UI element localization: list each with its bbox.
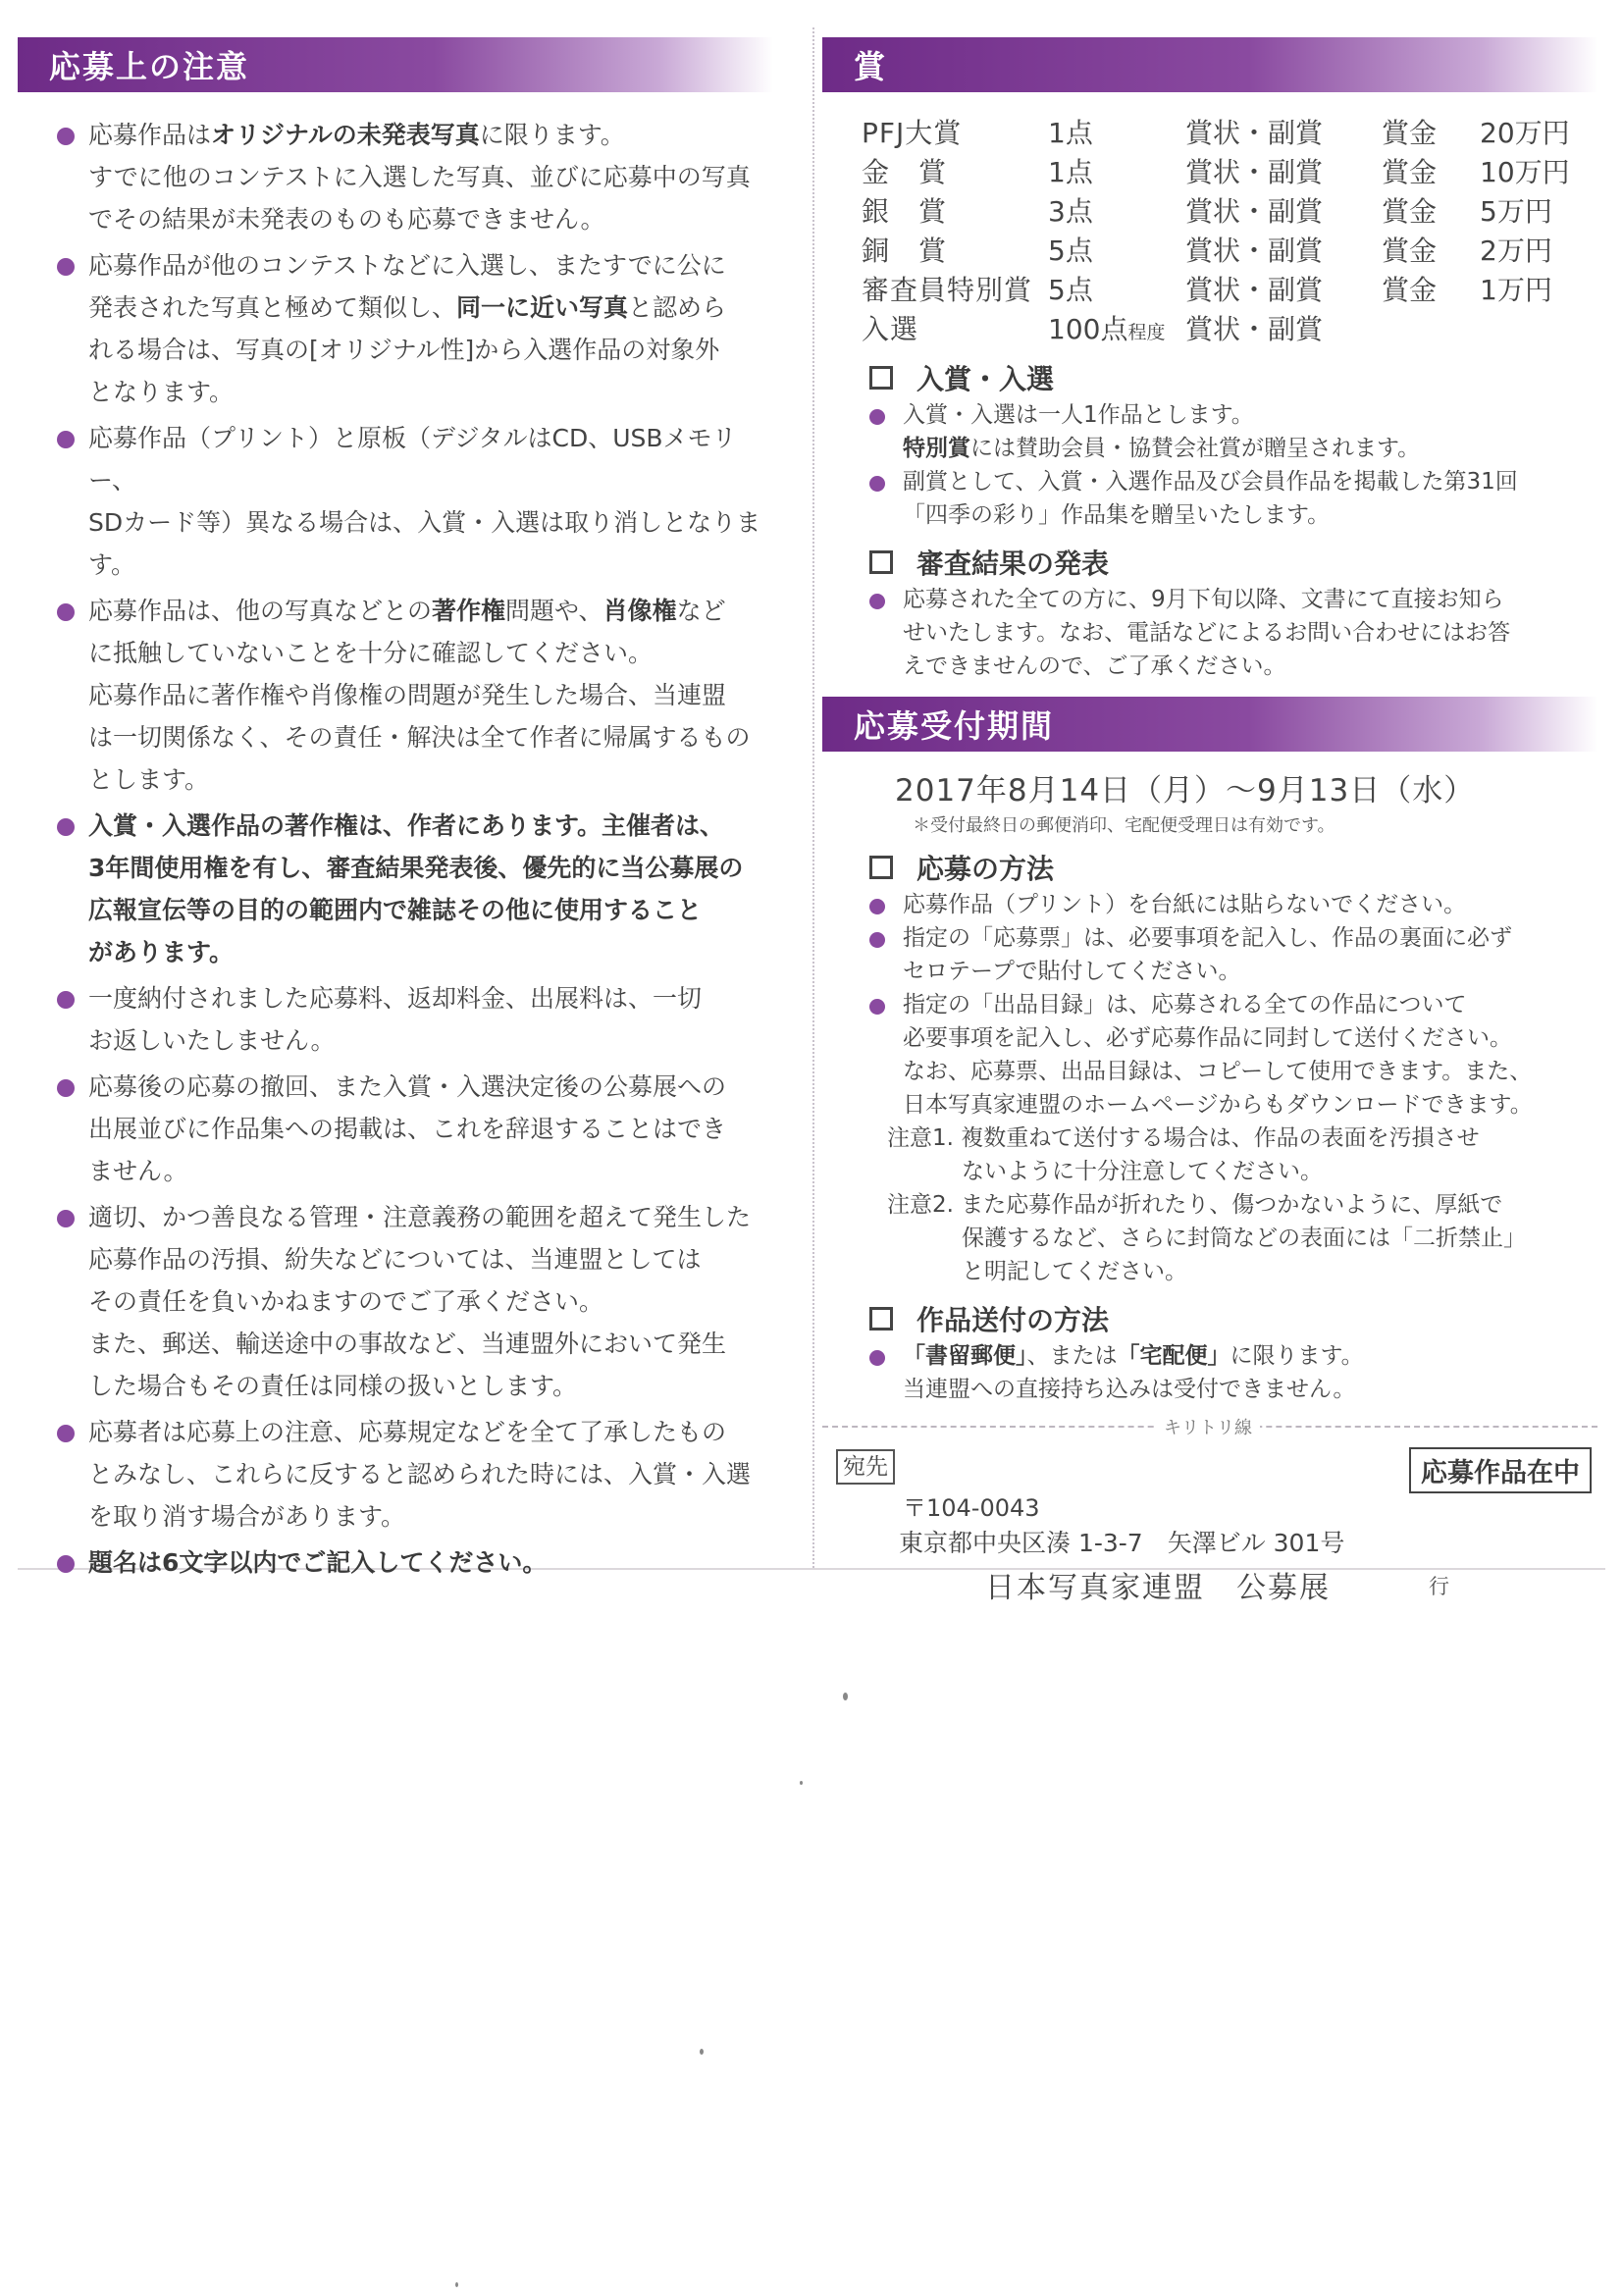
- notice-text: とします。: [88, 765, 210, 794]
- method-line: セロテープで貼付してください。: [903, 959, 1241, 984]
- award-name: [862, 112, 1048, 151]
- list-item: [869, 921, 1597, 988]
- notice-text: その責任を負いかねますのでご了承ください。: [88, 1287, 604, 1316]
- method-heading: [822, 847, 1597, 888]
- notice-text: すでに他のコンテストに入選した写真、並びに応募中の写真: [88, 163, 751, 191]
- award-money-label: [1382, 230, 1480, 269]
- shipping-line: 当連盟への直接持ち込みは受付できません。: [903, 1377, 1356, 1402]
- notice-line: [88, 805, 763, 847]
- notice-line: [88, 198, 763, 240]
- right-column: [822, 37, 1597, 1604]
- special-award-text: には賛助会員・協賛会社賞が贈呈されます。: [970, 436, 1421, 461]
- award-count: [1048, 308, 1185, 347]
- notice-text: 応募作品は、他の写真などとの: [88, 597, 433, 625]
- notice-line: [88, 329, 763, 371]
- emphasis-text: 広報宣伝等の目的の範囲内で雑誌その他に使用すること: [88, 896, 703, 924]
- award-money-label: [1382, 269, 1480, 308]
- award-prize: [1185, 112, 1382, 151]
- award-prize: [1185, 230, 1382, 269]
- scan-speck: [700, 2049, 704, 2055]
- nyusho-line: 入賞・入選は一人1作品とします。: [903, 402, 1254, 428]
- award-prize: [1185, 190, 1382, 230]
- notice-text: に抵触していないことを十分に確認してください。: [88, 639, 654, 667]
- awards-table: [822, 112, 1597, 347]
- notice-text: 適切、かつ善良なる管理・注意義務の範囲を超えて発生した: [88, 1203, 752, 1231]
- notice-text: SDカード等）異なる場合は、入賞・入選は取り消しとなります。: [88, 508, 761, 579]
- notice-text: 出展並びに作品集への掲載は、これを辞退することはでき: [88, 1115, 727, 1143]
- notice-line: [88, 931, 763, 973]
- bullet-icon: [57, 1210, 75, 1227]
- shipping-line: [903, 1339, 1597, 1373]
- notice-text: した場合もその責任は同様の扱いとします。: [88, 1372, 578, 1400]
- home-delivery: 「宅配便」: [1117, 1343, 1230, 1369]
- notice-text: ません。: [88, 1157, 188, 1185]
- method-line: 日本写真家連盟のホームページからもダウンロードできます。: [903, 1092, 1533, 1118]
- bullet-icon: [869, 899, 885, 914]
- notice-line: [88, 1196, 763, 1238]
- list-item: [869, 465, 1597, 532]
- award-count-text: 1点: [1048, 156, 1093, 188]
- notice-line: [88, 977, 763, 1019]
- emphasis-text: 同一に近い写真: [456, 293, 629, 322]
- notice-text: 一度納付されました応募料、返却料金、出展料は、一切: [88, 984, 703, 1013]
- award-count: [1048, 269, 1185, 308]
- emphasis-text: 題名は6文字以内でご記入してください。: [88, 1548, 548, 1577]
- list-item: [869, 988, 1597, 1122]
- notice-text: と認めら: [628, 293, 727, 322]
- award-row: [862, 112, 1597, 151]
- bullet-icon: [869, 476, 885, 492]
- list-item: [869, 1339, 1597, 1406]
- notice-line: [88, 1323, 763, 1365]
- notice-line: [88, 1453, 763, 1495]
- recipient: 日本写真家連盟 公募展: [985, 1571, 1331, 1605]
- notice-item: [57, 1411, 763, 1538]
- notice-text: 問題や、: [505, 597, 603, 625]
- notice-line: [88, 417, 763, 501]
- shipping-title: 作品送付の方法: [916, 1304, 1110, 1336]
- award-name: [862, 230, 1048, 269]
- notice-item: [57, 590, 763, 801]
- nyusho-line: [903, 432, 1597, 465]
- method-line: 応募作品（プリント）を台紙には貼らないでください。: [903, 892, 1467, 917]
- result-title: 審査結果の発表: [916, 548, 1110, 580]
- awards-header: 賞: [822, 37, 1597, 92]
- notice-line: [88, 1280, 763, 1323]
- bullet-icon: [57, 128, 75, 145]
- award-row: [862, 308, 1597, 347]
- registered-mail: 「書留郵便」: [903, 1343, 1027, 1369]
- list-item: [869, 583, 1597, 683]
- bullet-icon: [869, 932, 885, 948]
- notice-text: に限ります。: [479, 121, 625, 149]
- notice-item: [57, 114, 763, 240]
- nyusho-heading: [822, 357, 1597, 398]
- result-line: 応募された全ての方に、9月下旬以降、文書にて直接お知ら: [903, 587, 1504, 612]
- notice-line: [88, 1365, 763, 1407]
- square-bullet-icon: [869, 550, 893, 574]
- award-money-label: [1382, 151, 1480, 190]
- notice-text: を取り消す場合があります。: [88, 1502, 406, 1531]
- award-money-label-text: 賞金: [1382, 156, 1438, 188]
- notice-line: [88, 758, 763, 801]
- notice-item: [57, 1066, 763, 1192]
- notice-text: 応募作品は: [88, 121, 212, 149]
- method-line: なお、応募票、出品目録は、コピーして使用できます。また、: [903, 1059, 1533, 1084]
- award-name: [862, 308, 1048, 347]
- notice-text: れる場合は、写真の[オリジナル性]から入選作品の対象外: [88, 336, 720, 364]
- notice-item: [57, 977, 763, 1062]
- special-award-label: 特別賞: [903, 436, 970, 461]
- notice-line: [88, 1541, 763, 1584]
- award-row: [862, 230, 1597, 269]
- note1-line: ないように十分注意してください。: [962, 1159, 1323, 1184]
- notice-line: [88, 1150, 763, 1192]
- street-address: 東京都中央区湊 1-3-7 矢澤ビル 301号: [899, 1529, 1345, 1557]
- award-count-text: 5点: [1048, 235, 1093, 267]
- cut-line: [822, 1414, 1597, 1437]
- notice-item: [57, 1541, 763, 1584]
- bullet-icon: [57, 991, 75, 1009]
- award-prize-text: 賞状・副賞: [1185, 235, 1324, 267]
- notice-line: [88, 1411, 763, 1453]
- notice-line: [88, 156, 763, 198]
- emphasis-text: 入賞・入選作品の著作権は、作者にあります。主催者は、: [88, 811, 725, 840]
- award-name-text: PFJ大賞: [862, 117, 963, 149]
- result-heading: [822, 542, 1597, 583]
- notice-line: [88, 501, 763, 586]
- emphasis-text: 著作権: [432, 597, 506, 625]
- award-count-text: 100点: [1048, 313, 1128, 345]
- notice-text: お返しいたしません。: [88, 1026, 336, 1055]
- award-name: [862, 151, 1048, 190]
- award-count-text: 5点: [1048, 274, 1093, 306]
- award-money-text: 10万円: [1480, 156, 1570, 188]
- notice-line: [88, 889, 763, 931]
- award-prize-text: 賞状・副賞: [1185, 274, 1324, 306]
- bullet-icon: [57, 1079, 75, 1097]
- notice-text: など: [676, 597, 726, 625]
- notice-line: [88, 244, 763, 287]
- shipping-end: に限ります。: [1230, 1343, 1364, 1369]
- award-row: [862, 190, 1597, 230]
- scan-speck: [800, 1781, 803, 1785]
- notice-header: 応募上の注意: [18, 37, 773, 92]
- notice-text: 応募作品が他のコンテストなどに入選し、またすでに公に: [88, 251, 726, 280]
- award-money-text: 20万円: [1480, 117, 1570, 149]
- notice-text: 発表された写真と極めて類似し、: [88, 293, 457, 322]
- method-line: 指定の「応募票」は、必要事項を記入し、作品の裏面に必ず: [903, 925, 1512, 951]
- notice-text: 応募作品の汚損、紛失などについては、当連盟としては: [88, 1245, 702, 1274]
- emphasis-text: があります。: [88, 938, 235, 966]
- address-label: [822, 1447, 1597, 1604]
- period-note: ＊受付最終日の郵便消印、宅配便受理日は有効です。: [913, 815, 1335, 836]
- award-row: [862, 151, 1597, 190]
- result-line: えできませんので、ご了承ください。: [903, 653, 1286, 679]
- notice-text: 応募作品に著作権や肖像権の問題が発生した場合、当連盟: [88, 681, 727, 709]
- award-money: [1480, 190, 1597, 230]
- cut-line-label: キリトリ線: [1156, 1414, 1260, 1439]
- award-prize-text: 賞状・副賞: [1185, 313, 1324, 345]
- notice-line: [88, 1238, 763, 1280]
- square-bullet-icon: [869, 856, 893, 879]
- award-name-text: 銀 賞: [862, 195, 948, 228]
- award-money-text: 1万円: [1480, 274, 1552, 306]
- method-title: 応募の方法: [916, 853, 1055, 885]
- award-count: [1048, 112, 1185, 151]
- award-count: [1048, 151, 1185, 190]
- notice-line: [88, 371, 763, 413]
- shipping-list: [822, 1339, 1597, 1406]
- award-money: [1480, 112, 1597, 151]
- award-name-text: 金 賞: [862, 156, 948, 188]
- shipping-heading: [822, 1298, 1597, 1339]
- notice-item: [57, 1196, 763, 1407]
- notice-line: [88, 674, 763, 716]
- bullet-icon: [57, 818, 75, 836]
- result-line: せいたします。なお、電話などによるお問い合わせにはお答: [903, 620, 1511, 646]
- award-money-text: 5万円: [1480, 195, 1552, 228]
- notice-text: となります。: [88, 378, 235, 406]
- notice-text: 応募作品（プリント）と原板（デジタルはCD、USBメモリー、: [88, 424, 737, 495]
- notice-line: [88, 1495, 763, 1538]
- notice-text: は一切関係なく、その責任・解決は全て作者に帰属するもの: [88, 723, 751, 752]
- award-prize-text: 賞状・副賞: [1185, 195, 1324, 228]
- notice-line: [88, 632, 763, 674]
- award-money-label-text: 賞金: [1382, 235, 1438, 267]
- bullet-icon: [57, 603, 75, 621]
- award-prize-text: 賞状・副賞: [1185, 156, 1324, 188]
- recipient-suffix: 行: [1429, 1575, 1449, 1598]
- notice-list: [18, 114, 773, 1584]
- list-item: [869, 888, 1597, 921]
- address-tag: 宛先: [836, 1449, 895, 1485]
- notice-item: [57, 417, 763, 586]
- award-money: [1480, 230, 1597, 269]
- award-money-label-text: 賞金: [1382, 195, 1438, 228]
- award-money-label: [1382, 190, 1480, 230]
- scan-speck: [843, 1693, 848, 1700]
- award-money-label-text: 賞金: [1382, 274, 1438, 306]
- award-count-text: 3点: [1048, 195, 1093, 228]
- method-line: 必要事項を記入し、必ず応募作品に同封して送付ください。: [903, 1025, 1512, 1051]
- contents-stamp: 応募作品在中: [1409, 1447, 1592, 1493]
- bullet-icon: [57, 1425, 75, 1442]
- postal-code: 〒104-0043: [903, 1494, 1040, 1522]
- notice-line: [88, 114, 763, 156]
- notice-item: [57, 244, 763, 413]
- notice-line: [88, 1108, 763, 1150]
- bullet-icon: [869, 999, 885, 1015]
- notice-text: 応募者は応募上の注意、応募規定などを全て了承したもの: [88, 1418, 727, 1446]
- award-count: [1048, 230, 1185, 269]
- nyusho-line: 「四季の彩り」作品集を贈呈いたします。: [903, 502, 1331, 528]
- award-prize: [1185, 269, 1382, 308]
- scan-speck: [455, 2282, 458, 2287]
- notice-line: [88, 1019, 763, 1062]
- award-money-text: 2万円: [1480, 235, 1552, 267]
- nyusho-list: [822, 398, 1597, 532]
- notice-text: とみなし、これらに反すると認められた時には、入賞・入選: [88, 1460, 752, 1488]
- award-name-text: 審査員特別賞: [862, 274, 1033, 306]
- award-count-text: 1点: [1048, 117, 1093, 149]
- award-prize: [1185, 151, 1382, 190]
- emphasis-text: 3年間使用権を有し、審査結果発表後、優先的に当公募展の: [88, 854, 744, 882]
- notice-text: でその結果が未発表のものも応募できません。: [88, 205, 605, 234]
- award-money-label: [1382, 112, 1480, 151]
- notice-text: 応募後の応募の撤回、また入賞・入選決定後の公募展への: [88, 1072, 727, 1101]
- period-dates: 2017年8月14日（月）～9月13日（水）: [895, 773, 1476, 809]
- award-name-text: 入選: [862, 313, 919, 345]
- square-bullet-icon: [869, 1307, 893, 1331]
- list-item: [869, 398, 1597, 465]
- bullet-icon: [57, 258, 75, 276]
- bullet-icon: [869, 594, 885, 609]
- award-row: [862, 269, 1597, 308]
- bullet-icon: [57, 431, 75, 448]
- notice-line: [88, 287, 763, 329]
- award-prize-text: 賞状・副賞: [1185, 117, 1324, 149]
- note1-line: 注意1. 複数重ねて送付する場合は、作品の表面を汚損させ: [887, 1125, 1480, 1151]
- notice-line: [88, 847, 763, 889]
- notice-line: [88, 1066, 763, 1108]
- method-line: 指定の「出品目録」は、応募される全ての作品について: [903, 992, 1467, 1018]
- nyusho-title: 入賞・入選: [916, 363, 1055, 395]
- bullet-icon: [869, 1350, 885, 1366]
- fold-line: [812, 27, 814, 1568]
- nyusho-line: 副賞として、入賞・入選作品及び会員作品を掲載した第31回: [903, 469, 1518, 495]
- note2-line: と明記してください。: [962, 1259, 1187, 1284]
- award-money-label-text: 賞金: [1382, 117, 1438, 149]
- shipping-or: 、または: [1026, 1343, 1118, 1369]
- bullet-icon: [869, 409, 885, 425]
- note2-line: 注意2. また応募作品が折れたり、傷つかないように、厚紙で: [887, 1192, 1503, 1218]
- notice-item: [57, 805, 763, 973]
- notice-line: [88, 590, 763, 632]
- period-header: 応募受付期間: [822, 697, 1597, 752]
- notice-line: [88, 716, 763, 758]
- award-name: [862, 190, 1048, 230]
- award-name: [862, 269, 1048, 308]
- emphasis-text: オリジナルの未発表写真: [211, 121, 480, 149]
- notice-text: また、郵送、輸送途中の事故など、当連盟外において発生: [88, 1330, 727, 1358]
- award-count: [1048, 190, 1185, 230]
- left-column: [18, 37, 773, 1588]
- award-money: [1480, 151, 1597, 190]
- square-bullet-icon: [869, 366, 893, 390]
- result-list: [822, 583, 1597, 683]
- method-list: [822, 888, 1597, 1122]
- award-prize: [1185, 308, 1382, 347]
- note2-line: 保護するなど、さらに封筒などの表面には「二折禁止」: [962, 1226, 1526, 1251]
- award-name-text: 銅 賞: [862, 235, 948, 267]
- award-money: [1480, 269, 1597, 308]
- bullet-icon: [57, 1555, 75, 1573]
- emphasis-text: 肖像権: [602, 597, 677, 625]
- award-count-suffix: 程度: [1127, 322, 1166, 343]
